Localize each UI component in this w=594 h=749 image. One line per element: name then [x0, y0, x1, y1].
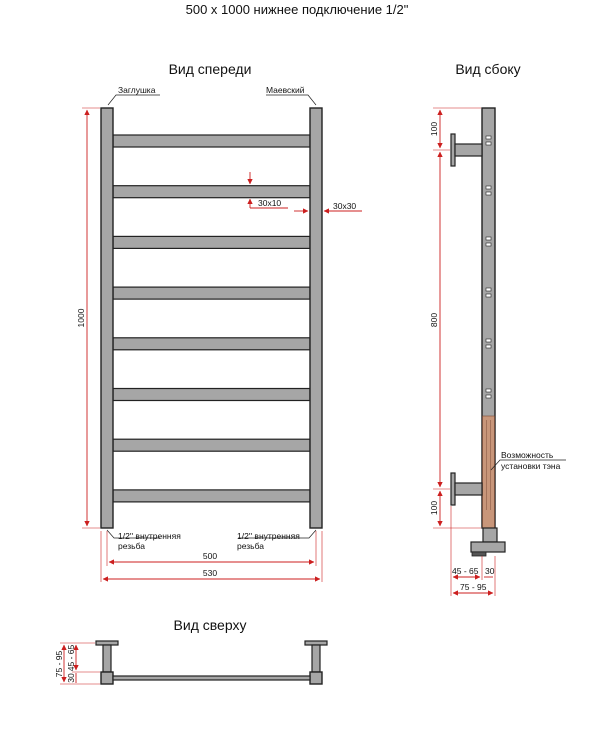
- side-view: [429, 61, 566, 596]
- center-distance-label: 500: [202, 551, 218, 561]
- side-rail-label: 30: [485, 566, 495, 576]
- height-dimension-label: 1000: [76, 308, 86, 328]
- vent-leader: [266, 95, 316, 105]
- left-rail: [101, 108, 113, 528]
- vent-label: Маевский: [266, 85, 305, 95]
- crossbar: [113, 389, 310, 401]
- side-dim-bottom-label: 100: [429, 500, 439, 516]
- side-view-title: Вид сбоку: [455, 61, 521, 77]
- right-rail: [310, 108, 322, 528]
- heater-label-line2: установки тэна: [501, 461, 561, 471]
- plug-leader: [108, 95, 160, 105]
- side-depth-label: 75 - 95: [460, 582, 487, 592]
- thread-right-line2: резьба: [237, 541, 264, 551]
- top-rail-label: 30: [66, 673, 76, 683]
- crossbar: [113, 439, 310, 451]
- crossbar: [113, 135, 310, 147]
- crossbars: [113, 135, 310, 502]
- front-view: [76, 61, 362, 582]
- top-view-title: Вид сверху: [173, 617, 247, 633]
- thread-left-line1: 1/2'' внутренняя: [118, 531, 181, 541]
- side-dim-middle-label: 800: [429, 312, 439, 328]
- bottom-connector: [471, 528, 505, 556]
- crossbar: [113, 338, 310, 350]
- rail-section-label: 30х30: [333, 201, 357, 211]
- top-offset-label: 45 - 65: [66, 644, 76, 672]
- top-view: [54, 617, 327, 684]
- front-view-title: Вид спереди: [168, 61, 252, 77]
- heater-label-line1: Возможность: [501, 450, 554, 460]
- page-title: 500 х 1000 нижнее подключение 1/2": [185, 2, 409, 17]
- crossbar-section-label: 30х10: [258, 198, 282, 208]
- crossbar: [113, 287, 310, 299]
- top-depth-label: 75 - 95: [54, 650, 64, 678]
- top-crossbar: [113, 676, 310, 680]
- thread-right-line1: 1/2'' внутренняя: [237, 531, 300, 541]
- side-dim-top-label: 100: [429, 121, 439, 137]
- wall-bracket-bottom: [451, 473, 482, 505]
- total-width-label: 530: [202, 568, 218, 578]
- wall-bracket-top: [451, 134, 482, 166]
- heater-element: [483, 416, 495, 528]
- crossbar: [113, 236, 310, 248]
- side-offset-label: 45 - 65: [452, 566, 479, 576]
- plug-label: Заглушка: [118, 85, 156, 95]
- crossbar: [113, 490, 310, 502]
- crossbar: [113, 186, 310, 198]
- thread-left-line2: резьба: [118, 541, 145, 551]
